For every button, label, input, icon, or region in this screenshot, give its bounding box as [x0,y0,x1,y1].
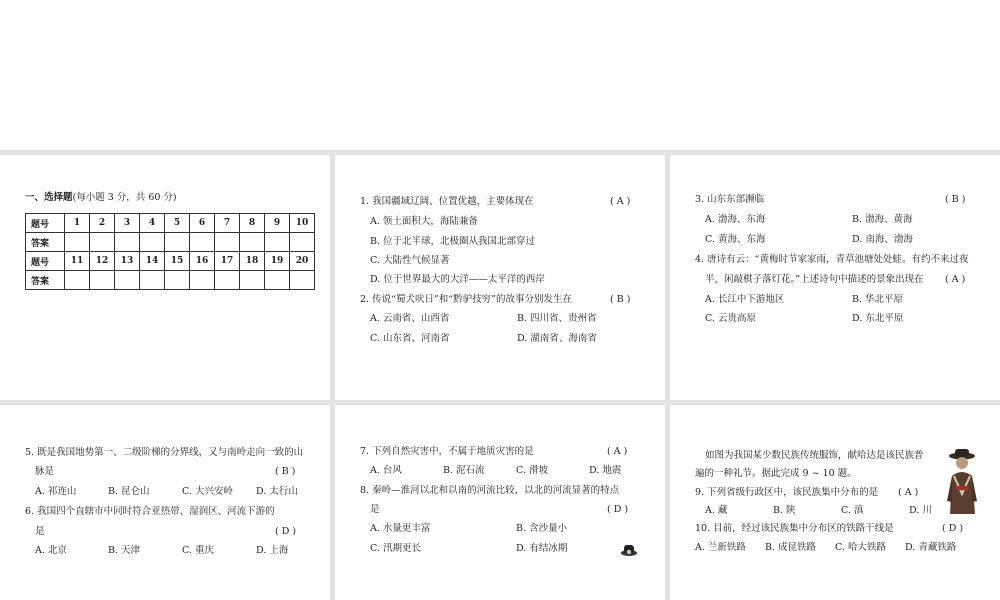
q4-stem-line1: 4. 唐诗有云：“黄梅时节家家雨，青草池塘处处蛙。有约不来过夜 [695,254,969,265]
q2-answer: ( B ) [610,294,631,305]
q3-option-a: A. 渤海、东海 [705,214,766,225]
q7-answer: ( A ) [607,446,628,457]
answer-cell[interactable] [140,233,165,252]
question-number-cell: 20 [290,252,315,271]
panel-questions-5-6 [0,405,330,600]
question-number-cell: 14 [140,252,165,271]
hat-icon [620,543,638,557]
question-number-cell: 1 [65,214,90,233]
question-number-cell: 6 [190,214,215,233]
answer-cell[interactable] [190,271,215,290]
answer-cell[interactable] [265,271,290,290]
q8-answer: ( D ) [607,504,629,515]
answer-cell[interactable] [240,233,265,252]
question-number-cell: 2 [90,214,115,233]
passage-line2: 遍的一种礼节。据此完成 9 ~ 10 题。 [695,468,857,479]
q8-option-c: C. 汛期更长 [370,543,421,554]
answer-cell[interactable] [215,233,240,252]
q7-stem: 7. 下列自然灾害中，不属于地质灾害的是 [360,446,534,457]
q4-option-b: B. 华北平原 [852,294,904,305]
q4-answer: ( A ) [945,274,966,285]
traditional-costume-photo [942,446,982,514]
q6-stem-line1: 6. 我国四个直辖市中同时符合亚热带、湿润区、河流下游的 [25,506,275,517]
row-label: 题号 [26,214,65,233]
answer-cell[interactable] [290,271,315,290]
q6-option-a: A. 北京 [35,545,67,556]
row-label: 题号 [26,252,65,271]
answer-table [25,213,315,290]
table-row [26,214,315,233]
q4-option-a: A. 长江中下游地区 [705,294,785,305]
q3-option-d: D. 南海、渤海 [852,234,913,245]
q10-option-a: A. 兰新铁路 [695,542,746,553]
question-number-cell: 16 [190,252,215,271]
question-number-cell: 17 [215,252,240,271]
q5-answer: ( B ) [275,466,296,477]
q2-option-c: C. 山东省、河南省 [370,333,450,344]
q2-option-d: D. 湖南省、海南省 [517,333,597,344]
question-number-cell: 8 [240,214,265,233]
q5-option-c: C. 大兴安岭 [182,486,233,497]
q2-option-b: B. 四川省、贵州省 [517,313,597,324]
q9-option-a: A. 藏 [705,505,728,516]
q1-option-d: D. 位于世界最大的大洋——太平洋的西岸 [370,274,545,285]
answer-cell[interactable] [215,271,240,290]
q9-option-d: D. 川 [909,505,932,516]
q4-stem-line2: 半，闲敲棋子落灯花。”上述诗句中描述的景象出现在 [705,274,924,285]
question-number-cell: 18 [240,252,265,271]
q5-option-d: D. 太行山 [256,486,298,497]
q8-stem-line2: 是 [370,504,380,515]
answer-cell[interactable] [140,271,165,290]
answer-cell[interactable] [65,233,90,252]
q7-option-c: C. 滑坡 [516,465,548,476]
q3-option-c: C. 黄海、东海 [705,234,766,245]
q3-option-b: B. 渤海、黄海 [852,214,913,225]
answer-cell[interactable] [265,233,290,252]
section-note: (每小题 3 分，共 60 分) [72,192,177,203]
answer-cell[interactable] [90,271,115,290]
q6-option-b: B. 天津 [108,545,141,556]
table-row [26,252,315,271]
row-label: 答案 [26,271,65,290]
table-row [26,233,315,252]
section-header [25,192,177,204]
q2-stem: 2. 传说“蜀犬吠日”和“黔驴技穷”的故事分别发生在 [360,294,573,305]
answer-cell[interactable] [290,233,315,252]
answer-cell[interactable] [190,233,215,252]
q9-option-c: C. 滇 [841,505,864,516]
question-number-cell: 11 [65,252,90,271]
q3-answer: ( B ) [945,194,966,205]
answer-cell[interactable] [65,271,90,290]
passage-line1: 如图为我国某少数民族传统服饰，献哈达是该民族普 [705,450,924,461]
q6-option-d: D. 上海 [256,545,289,556]
q1-option-a: A. 领土面积大，海陆兼备 [370,216,478,227]
q5-option-b: B. 昆仑山 [108,486,150,497]
question-number-cell: 7 [215,214,240,233]
answer-cell[interactable] [115,233,140,252]
q9-answer: ( A ) [898,487,919,498]
q5-stem-line1: 5. 既是我国地势第一、二级阶梯的分界线，又与南岭走向一致的山 [25,447,304,458]
q8-option-b: B. 含沙量小 [516,523,568,534]
question-number-cell: 5 [165,214,190,233]
question-number-cell: 15 [165,252,190,271]
q5-option-a: A. 祁连山 [35,486,77,497]
question-number-cell: 9 [265,214,290,233]
q6-option-c: C. 重庆 [182,545,214,556]
question-number-cell: 3 [115,214,140,233]
q9-stem: 9. 下列省级行政区中，该民族集中分布的是 [695,487,879,498]
question-number-cell: 4 [140,214,165,233]
q6-stem-line2: 是 [35,526,45,537]
q6-answer: ( D ) [275,526,297,537]
q9-option-b: B. 陕 [773,505,796,516]
q10-option-c: C. 哈大铁路 [835,542,886,553]
q10-option-b: B. 成昆铁路 [765,542,817,553]
q8-option-d: D. 有结冰期 [516,543,568,554]
q8-stem-line1: 8. 秦岭—淮河以北和以南的河流比较，以北的河流显著的特点 [360,485,620,496]
panel-questions-7-8 [335,405,665,600]
q3-stem: 3. 山东东部濒临 [695,194,765,205]
question-number-cell: 19 [265,252,290,271]
section-title: 一、选择题 [25,192,73,203]
question-number-cell: 13 [115,252,140,271]
q4-option-d: D. 东北平原 [852,313,904,324]
answer-cell[interactable] [240,271,265,290]
q1-option-b: B. 位于北半球，北极圈从我国北部穿过 [370,236,536,247]
q1-option-c: C. 大陆性气候显著 [370,255,450,266]
q2-option-a: A. 云南省、山西省 [370,313,450,324]
q1-answer: ( A ) [610,196,631,207]
answer-cell[interactable] [90,233,115,252]
q4-option-c: C. 云贵高原 [705,313,756,324]
q5-stem-line2: 脉是 [35,466,55,477]
q7-option-d: D. 地震 [589,465,622,476]
table-row [26,271,315,290]
row-label: 答案 [26,233,65,252]
question-number-cell: 10 [290,214,315,233]
q8-option-a: A. 水量更丰富 [370,523,431,534]
q7-option-b: B. 泥石流 [443,465,485,476]
q10-stem: 10. 目前，经过该民族集中分布区的铁路干线是 [695,523,894,534]
q10-answer: ( D ) [942,523,964,534]
answer-cell[interactable] [115,271,140,290]
q10-option-d: D. 青藏铁路 [905,542,957,553]
q1-stem: 1. 我国疆域辽阔、位置优越，主要体现在 [360,196,534,207]
answer-cell[interactable] [165,233,190,252]
question-number-cell: 12 [90,252,115,271]
q7-option-a: A. 台风 [370,465,402,476]
answer-cell[interactable] [165,271,190,290]
